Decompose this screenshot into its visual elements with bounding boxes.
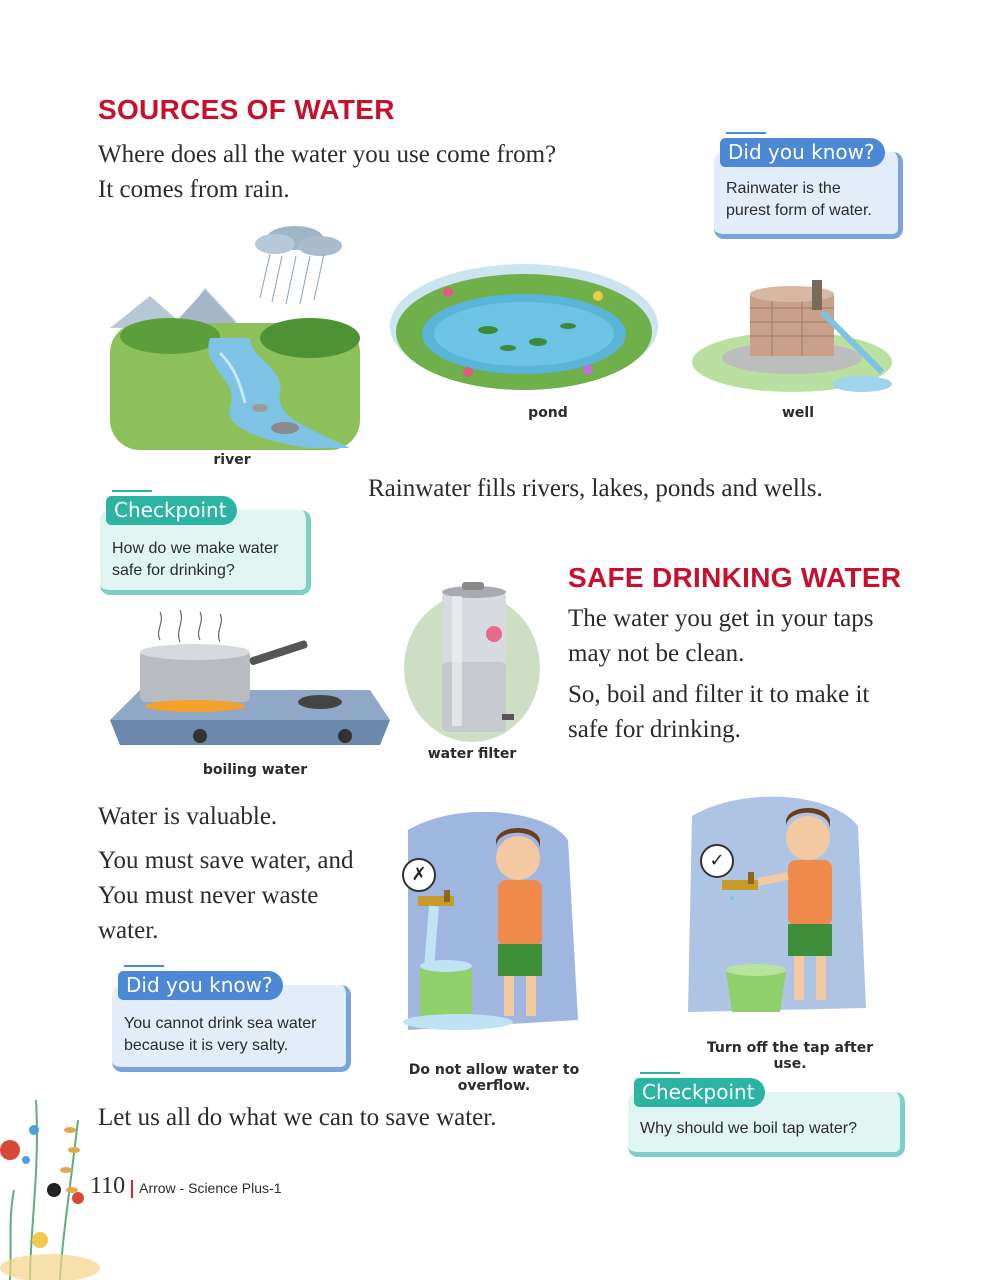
valuable-line-2: You must save water, and [98, 847, 354, 874]
right-mark-icon: ✓ [700, 844, 734, 878]
caption-overflow: Do not allow water to overflow. [408, 1062, 580, 1094]
page-number: 110 [90, 1173, 126, 1199]
book-title: Arrow - Science Plus-1 [139, 1180, 282, 1196]
caption-boiling-water: boiling water [202, 762, 308, 778]
valuable-line-4: water. [98, 917, 159, 944]
safe-line-2: may not be clean. [568, 640, 745, 667]
safe-line-3: So, boil and filter it to make it [568, 681, 870, 708]
decorative-flowers-illustration [0, 1090, 100, 1280]
did-you-know-text: Rainwater is the purest form of water. [726, 180, 872, 219]
page-footer [90, 1173, 282, 1200]
rainwater-fills-text: Rainwater fills rivers, lakes, ponds and wells. [368, 475, 823, 502]
pond-illustration [388, 252, 660, 400]
caption-well: well [781, 405, 815, 421]
rain-cloud-icon [255, 226, 342, 304]
checkpoint-tag: Checkpoint [106, 496, 237, 525]
did-you-know-box-sea-water [112, 973, 351, 1072]
overflow-illustration [398, 800, 598, 1040]
checkpoint-tag: Checkpoint [634, 1078, 765, 1107]
sources-line-1: Where does all the water you use come from? [98, 141, 557, 168]
did-you-know-text: You cannot drink sea water because it is very salty. [124, 1015, 317, 1054]
water-valuable-text [98, 799, 388, 948]
safe-line-1: The water you get in your taps [568, 605, 874, 632]
tap-off-illustration [682, 786, 882, 1026]
valuable-line-3: You must never waste [98, 882, 319, 909]
caption-river: river [213, 452, 251, 468]
boiling-water-illustration [100, 610, 400, 760]
safe-line-4: safe for drinking. [568, 716, 741, 743]
steam-icon [159, 610, 222, 642]
sources-intro [98, 137, 658, 207]
checkpoint-text: How do we make water safe for drinking? [112, 540, 279, 579]
sources-heading: SOURCES OF WATER [98, 94, 395, 125]
sources-line-2: It comes from rain. [98, 176, 290, 203]
valuable-line-1: Water is valuable. [98, 803, 278, 830]
did-you-know-box-rainwater [714, 140, 903, 239]
caption-water-filter: water filter [427, 746, 517, 762]
well-illustration [692, 272, 902, 404]
did-you-know-tag: Did you know? [720, 138, 885, 167]
checkpoint-box-boil-tap-water [628, 1080, 905, 1157]
water-filter-illustration [402, 578, 542, 746]
footer-divider [131, 1180, 133, 1198]
river-illustration [110, 218, 370, 450]
safe-drinking-heading: SAFE DRINKING WATER [568, 562, 902, 593]
wrong-mark-icon: ✗ [402, 858, 436, 892]
checkpoint-box-safe-drinking [100, 498, 311, 595]
caption-tap-off: Turn off the tap after use. [706, 1040, 874, 1072]
did-you-know-tag: Did you know? [118, 971, 283, 1000]
checkpoint-text: Why should we boil tap water? [640, 1120, 857, 1137]
caption-pond: pond [528, 405, 568, 421]
safe-drinking-text [568, 601, 908, 747]
closing-text: Let us all do what we can to save water. [98, 1104, 497, 1131]
